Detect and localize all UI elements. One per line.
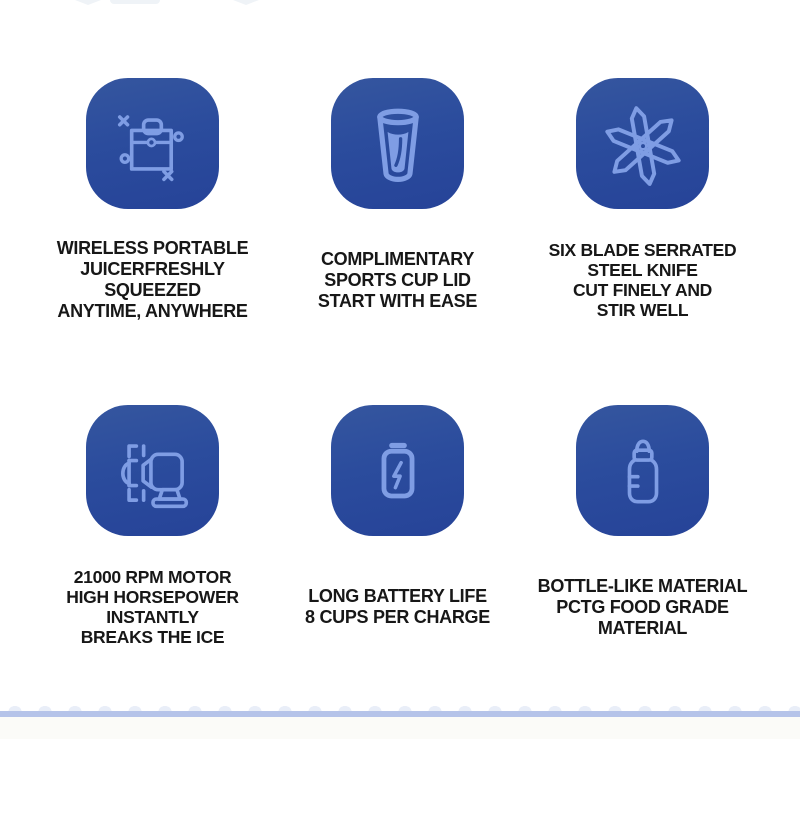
- feature-caption-line: BOTTLE-LIKE MATERIAL: [537, 575, 748, 596]
- motor-icon: [101, 419, 205, 523]
- feature-caption-line: STIR WELL: [596, 300, 689, 320]
- feature-caption: [520, 225, 765, 335]
- feature-caption-line: MATERIAL: [597, 617, 688, 638]
- feature-caption: [30, 552, 275, 662]
- blades-icon: [591, 92, 695, 196]
- feature-card-battery: [275, 375, 520, 705]
- feature-caption-line: 8 CUPS PER CHARGE: [305, 607, 490, 627]
- feature-icon-tile: [331, 78, 464, 209]
- feature-caption: [275, 225, 520, 335]
- battery-icon: [346, 419, 450, 523]
- feature-card-blades: [520, 45, 765, 375]
- scallop-decoration: [0, 701, 800, 711]
- feature-caption-line: INSTANTLY: [106, 607, 199, 627]
- feature-caption-line: HIGH HORSEPOWER: [66, 587, 239, 607]
- feature-caption-line: COMPLIMENTARY: [320, 248, 475, 269]
- bottle-icon: [591, 419, 695, 523]
- feature-caption-line: SPORTS CUP LID: [324, 269, 471, 290]
- feature-caption-line: 21000 RPM MOTOR: [73, 567, 232, 587]
- feature-icon-tile: [86, 78, 219, 209]
- below-stripe-band: [0, 717, 800, 739]
- feature-card-portable: [30, 45, 275, 375]
- feature-caption-line: JUICERFRESHLY SQUEEZED: [80, 259, 225, 300]
- cup-icon: [346, 92, 450, 196]
- feature-caption-line: BREAKS THE ICE: [80, 627, 225, 647]
- feature-card-cup-lid: [275, 45, 520, 375]
- feature-caption-line: START WITH EASE: [317, 290, 478, 311]
- top-edge-remnant: [75, 0, 101, 5]
- feature-caption-line: SIX BLADE SERRATED: [548, 240, 737, 260]
- feature-icon-tile: [576, 78, 709, 209]
- feature-icon-tile: [331, 405, 464, 536]
- feature-caption: [30, 225, 275, 335]
- feature-caption-line: ANYTIME, ANYWHERE: [57, 301, 248, 321]
- feature-icon-tile: [576, 405, 709, 536]
- feature-caption-line: PCTG FOOD GRADE: [556, 596, 729, 617]
- briefcase-icon: [101, 92, 205, 196]
- feature-card-material: [520, 375, 765, 705]
- features-grid: [30, 45, 765, 705]
- top-edge-remnant: [110, 0, 160, 4]
- feature-card-motor: [30, 375, 275, 705]
- top-edge-remnant: [233, 0, 259, 5]
- feature-caption-line: WIRELESS PORTABLE: [56, 238, 249, 258]
- feature-caption-line: CUT FINELY AND: [572, 280, 713, 300]
- feature-caption: [275, 552, 520, 662]
- feature-caption-line: STEEL KNIFE: [587, 260, 698, 280]
- feature-caption: [520, 552, 765, 662]
- feature-icon-tile: [86, 405, 219, 536]
- feature-caption-line: LONG BATTERY LIFE: [308, 586, 487, 606]
